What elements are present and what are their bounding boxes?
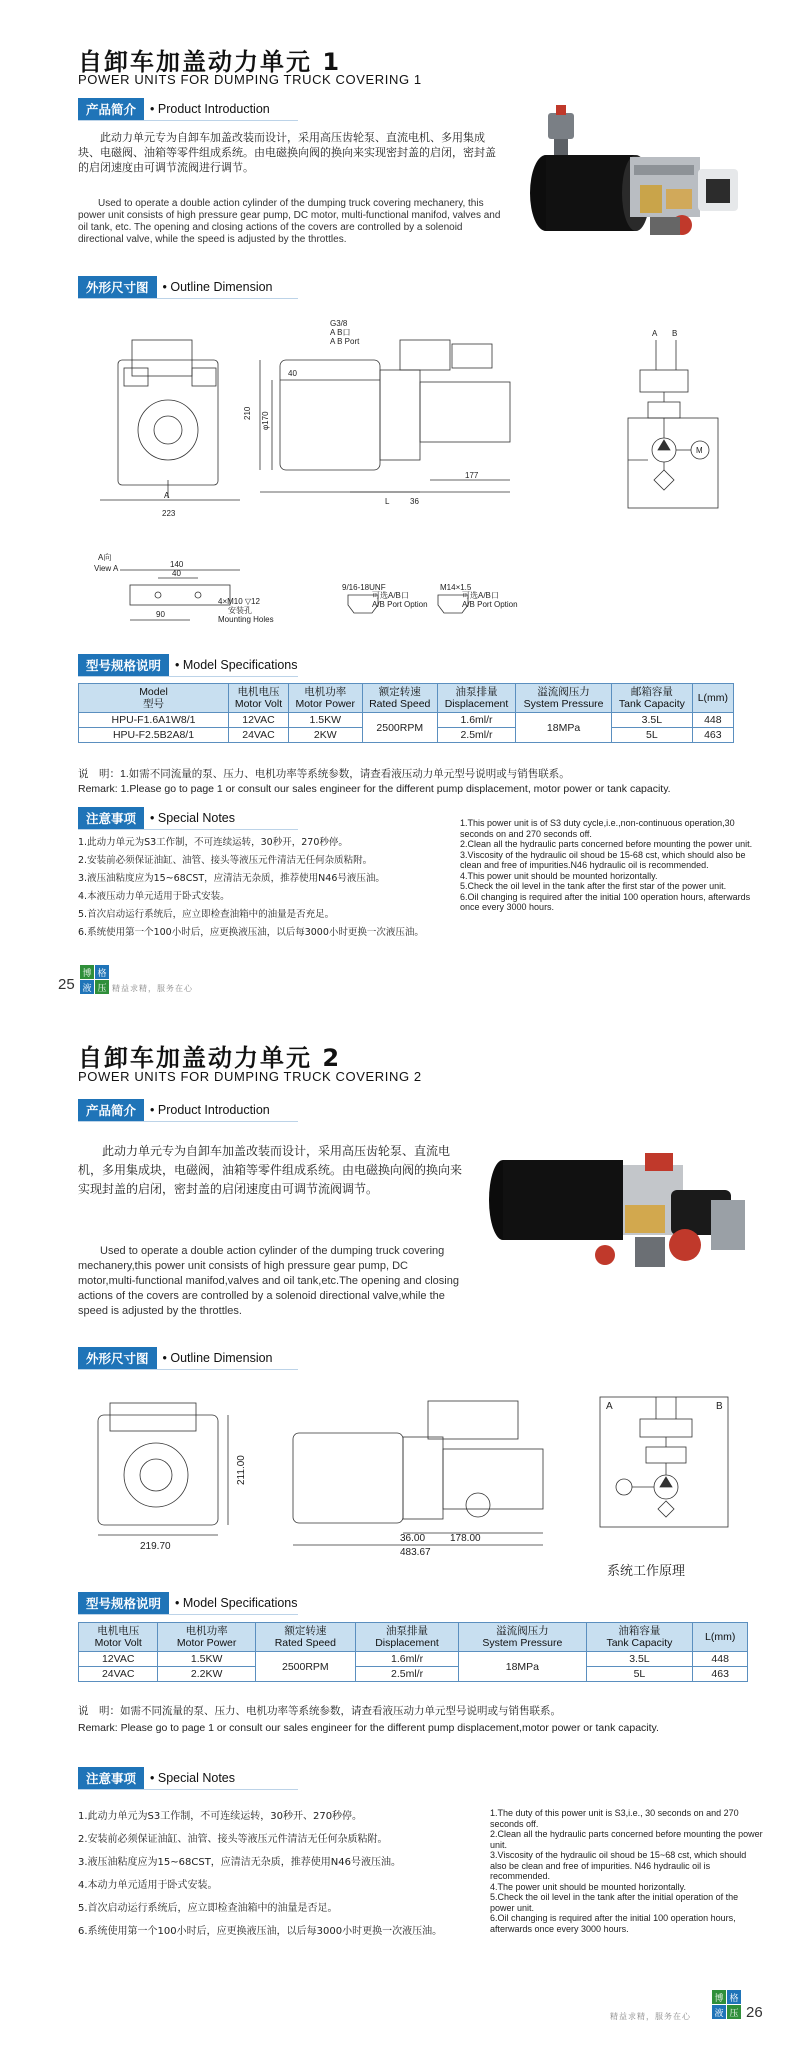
dim-label: 4×M10 ▽12 (218, 597, 260, 606)
brand-slogan: 精益求精，服务在心 (610, 2012, 691, 2021)
list-item: 5.Check the oil level in the tank after the initial operation of the power unit. (490, 1892, 739, 1913)
list-item: 3.Viscosity of the hydraulic oil shoud be 15-68 cst, which should also be clean and free of impurities.N46 hydraulic oil is recommended. (460, 849, 746, 870)
divider (78, 298, 298, 299)
dim-label: φ170 (261, 411, 270, 430)
brand-slogan: 精益求精，服务在心 (112, 984, 193, 993)
list-item: 4.本动力单元适用于卧式安装。 (78, 1880, 218, 1891)
unit1-title-en: POWER UNITS FOR DUMPING TRUCK COVERING 1 (78, 72, 422, 87)
unit2-outline-header (78, 1348, 273, 1368)
unit2-intro-en: Used to operate a double action cylinder of the dumping truck covering mechanery,this power unit consists of high pressure gear pump, DC motor,multi-functional manifod,valves and oil tank,etc.The opening and closing actions of the covers are controlled by a solenoid directional valve,while the speed is adjusted by the throttles. (78, 1245, 459, 1317)
section-tag: 注意事项 (78, 1767, 144, 1789)
page-number: 26 (746, 2004, 763, 2021)
dim-label: M14×1.5 (440, 583, 472, 592)
table-header: 邮箱容量 Tank Capacity (612, 684, 693, 713)
dim-label: 40 (288, 369, 297, 378)
list-item: 5.首次启动运行系统后，应立即检查油箱中的油量是否充足。 (78, 909, 335, 920)
dim-label: A (652, 329, 658, 338)
dim-label: 483.67 (400, 1547, 431, 1555)
unit1-outline-drawing (80, 320, 760, 630)
dim-label: A/B Port Option (462, 600, 518, 609)
list-item: 6.系统使用第一个100小时后，应更换液压油，以后每3000小时更换一次液压油。 (78, 1926, 443, 1937)
unit1-product-photo (510, 105, 750, 255)
unit1-title: 自卸车加盖动力单元 1 (78, 48, 342, 76)
dim-label: 211.00 (236, 1455, 247, 1485)
dim-label: A (606, 1401, 613, 1412)
page-number: 25 (58, 976, 75, 993)
unit1-remark-en: Remark: 1.Please go to page 1 or consult our sales engineer for the different pump displacement, motor power or tank capacity. (78, 783, 671, 795)
section-tag: 外形尺寸图 (78, 276, 157, 298)
section-title-en: • Product Introduction (150, 102, 270, 116)
unit2-remark-cn: 说 明：如需不同流量的泵、压力、电机功率等系统参数，请查看液压动力单元型号说明或与销售联系。 (78, 1705, 561, 1717)
section-tag: 注意事项 (78, 807, 144, 829)
unit2-intro-cn: 此动力单元专为自卸车加盖改装而设计，采用高压齿轮泵、直流电机，多用集成块，电磁阀，油箱等零件组成系统。由电磁换向阀的换向来实现封盖的启闭，密封盖的启闭速度由可调节流阀调节。 (78, 1144, 463, 1196)
table-row: 24VAC 2.2KW 2.5ml/r 5L 463 (79, 1667, 748, 1682)
table-header: Model 型号 (79, 684, 229, 713)
dim-label: 223 (162, 509, 176, 518)
unit1-spec-table (78, 683, 734, 743)
dim-label: 36 (410, 497, 419, 506)
list-item: 6.Oil changing is required after the initial 100 operation hours, afterwards once every 3000 hours. (460, 891, 751, 912)
table-header: 油箱容量 Tank Capacity (586, 1623, 693, 1652)
list-item: 6.系统使用第一个100小时后，应更换液压油，以后每3000小时更换一次液压油。 (78, 927, 424, 938)
brand-logo: 博 格 液 压 (80, 965, 109, 994)
table-header-row (79, 1623, 748, 1652)
divider (78, 676, 298, 677)
table-header: 额定转速 Rated Speed (362, 684, 437, 713)
unit2-title-en: POWER UNITS FOR DUMPING TRUCK COVERING 2 (78, 1069, 422, 1084)
list-item: 2.Clean all the hydraulic parts concerned before mounting the power unit. (460, 839, 753, 849)
table-header: 电机电压 Motor Volt (229, 684, 289, 713)
dim-label: 可选A/B口 (462, 591, 499, 600)
unit2-remark-en: Remark: Please go to page 1 or consult our sales engineer for the different pump displacement,motor power or tank capacity. (78, 1722, 659, 1734)
table-header: 电机功率 Motor Power (288, 684, 362, 713)
table-header: L(mm) (693, 1623, 748, 1652)
list-item: 2.安装前必须保证油缸、油管、接头等液压元件清洁无任何杂质粘附。 (78, 1834, 388, 1845)
section-title-en: • Model Specifications (175, 658, 298, 672)
divider (78, 1614, 298, 1615)
table-row: HPU-F1.6A1W8/1 12VAC 1.5KW 2500RPM 1.6ml/r 18MPa 3.5L 448 (79, 713, 734, 728)
unit1-remark-cn: 说 明：1.如需不同流量的泵、压力、电机功率等系统参数，请查看液压动力单元型号说明或与销售联系。 (78, 768, 570, 780)
dim-label: View A (94, 564, 119, 573)
table-header: 溢流阀压力 System Pressure (516, 684, 612, 713)
unit2-notes-cn (78, 1805, 448, 1943)
list-item: 1.此动力单元为S3工作制，不可连续运转，30秒开、270秒停。 (78, 1811, 363, 1822)
table-header: L(mm) (692, 684, 733, 713)
dim-label: 可选A/B口 (372, 591, 409, 600)
dim-label: G3/8 (330, 320, 348, 328)
unit1-model-header (78, 655, 298, 675)
table-header: 溢流阀压力 System Pressure (459, 1623, 586, 1652)
unit2-notes-header (78, 1768, 235, 1788)
section-tag: 产品简介 (78, 98, 144, 120)
section-title-en: • Outline Dimension (162, 280, 273, 294)
dim-label: 210 (243, 406, 252, 420)
unit1-intro-en: Used to operate a double action cylinder of the dumping truck covering mechanery, this power unit consists of high pressure gear pump, DC motor, multi-functional manifod, valves and oil tank, etc. The opening and closing actions of the covers are controlled by a solenoid directional valve, while the speed is adjusted by the throttles. (78, 198, 501, 245)
table-header: 额定转速 Rated Speed (255, 1623, 355, 1652)
unit1-intro-header (78, 99, 270, 119)
circuit-caption: 系统工作原理 (607, 1564, 686, 1579)
dim-label: 219.70 (140, 1541, 171, 1552)
list-item: 4.This power unit should be mounted horizontally. (460, 870, 658, 881)
list-item: 3.液压油粘度应为15~68CST，应清洁无杂质，推荐使用N46号液压油。 (78, 873, 385, 884)
dim-label: 178.00 (450, 1533, 481, 1544)
divider (78, 1789, 298, 1790)
section-tag: 外形尺寸图 (78, 1347, 157, 1369)
unit1-notes-cn (78, 834, 448, 942)
brand-logo: 博 格 液 压 (712, 1990, 741, 2019)
dim-label: L (385, 497, 390, 506)
list-item: 4.本液压动力单元适用于卧式安装。 (78, 891, 230, 902)
dim-label: 177 (465, 471, 479, 480)
dim-label: 90 (156, 610, 165, 619)
dim-label: B (672, 329, 678, 338)
list-item: 3.液压油粘度应为15~68CST，应清洁无杂质，推荐使用N46号液压油。 (78, 1857, 402, 1868)
section-title-en: • Model Specifications (175, 1596, 298, 1610)
section-title-en: • Product Introduction (150, 1103, 270, 1117)
list-item: 2.Clean all the hydraulic parts concerned before mounting the power unit. (490, 1829, 763, 1850)
table-header: 油泵排量 Displacement (355, 1623, 458, 1652)
unit2-model-header (78, 1593, 298, 1613)
dim-label: 40 (172, 569, 181, 578)
unit1-intro-cn: 此动力单元专为自卸车加盖改装而设计，采用高压齿轮泵、直流电机、多用集成块、电磁阀、油箱等零件组成系统。由电磁换向阀的换向来实现密封盖的启闭，密封盖的启闭速度由可调节流阀进行调节。 (78, 131, 496, 174)
section-title-en: • Special Notes (150, 811, 235, 825)
dim-label: 140 (170, 560, 184, 569)
table-row: HPU-F2.5B2A8/1 24VAC 2KW 2.5ml/r 5L 463 (79, 728, 734, 743)
unit2-intro-header (78, 1100, 270, 1120)
table-header: 电机功率 Motor Power (158, 1623, 255, 1652)
divider (78, 829, 298, 830)
dim-label: B (716, 1401, 723, 1412)
unit1-outline-header (78, 277, 273, 297)
unit2-notes-en (490, 1808, 765, 1934)
unit2-title: 自卸车加盖动力单元 2 (78, 1044, 342, 1072)
divider (78, 1369, 298, 1370)
list-item: 1.The duty of this power unit is S3,i.e., 30 seconds on and 270 seconds off. (490, 1808, 739, 1829)
dim-label: A/B Port Option (372, 600, 428, 609)
dim-label: Mounting Holes (218, 615, 274, 624)
list-item: 5.Check the oil level in the tank after the first star of the power unit. (460, 881, 727, 891)
list-item: 1.此动力单元为S3工作制，不可连续运转，30秒开，270秒停。 (78, 837, 348, 848)
unit1-notes-en (460, 818, 760, 913)
unit1-notes-header (78, 808, 235, 828)
dim-label: A B口 (330, 328, 351, 337)
list-item: 6.Oil changing is required after the initial 100 operation hours, afterwards once every 3000 hours. (490, 1913, 736, 1934)
table-header-row (79, 684, 734, 713)
unit2-outline-drawing (78, 1395, 758, 1555)
divider (78, 1121, 298, 1122)
unit2-product-photo (485, 1145, 760, 1285)
table-row: 12VAC 1.5KW 2500RPM 1.6ml/r 18MPa 3.5L 448 (79, 1652, 748, 1667)
dim-label: 36.00 (400, 1533, 426, 1544)
list-item: 4.The power unit should be mounted horizontally. (490, 1881, 686, 1892)
list-item: 2.安装前必须保证油缸、油管、接头等液压元件清洁无任何杂质粘附。 (78, 855, 373, 866)
list-item: 3.Viscosity of the hydraulic oil shoud be 15~68 cst, which should also be clean and free of impurities. N46 hydraulic oil is recommended. (490, 1850, 747, 1881)
section-tag: 产品简介 (78, 1099, 144, 1121)
section-tag: 型号规格说明 (78, 654, 169, 676)
divider (78, 120, 298, 121)
table-header: 油泵排量 Displacement (437, 684, 515, 713)
unit2-spec-table (78, 1622, 748, 1682)
dim-label: 9/16-18UNF (342, 583, 386, 592)
dim-label: A B Port (330, 337, 360, 346)
section-title-en: • Special Notes (150, 1771, 235, 1785)
section-title-en: • Outline Dimension (162, 1351, 273, 1365)
dim-label: 安装孔 (228, 606, 252, 615)
list-item: 1.This power unit is of S3 duty cycle,i.e.,non-continuous operation,30 seconds on and 270 seconds off. (460, 818, 735, 839)
dim-label: A向 (98, 553, 112, 562)
section-tag: 型号规格说明 (78, 1592, 169, 1614)
dim-label: M (696, 446, 703, 455)
dim-label: A (164, 491, 170, 500)
table-header: 电机电压 Motor Volt (79, 1623, 158, 1652)
list-item: 5.首次启动运行系统后，应立即检查油箱中的油量是否足。 (78, 1903, 338, 1914)
